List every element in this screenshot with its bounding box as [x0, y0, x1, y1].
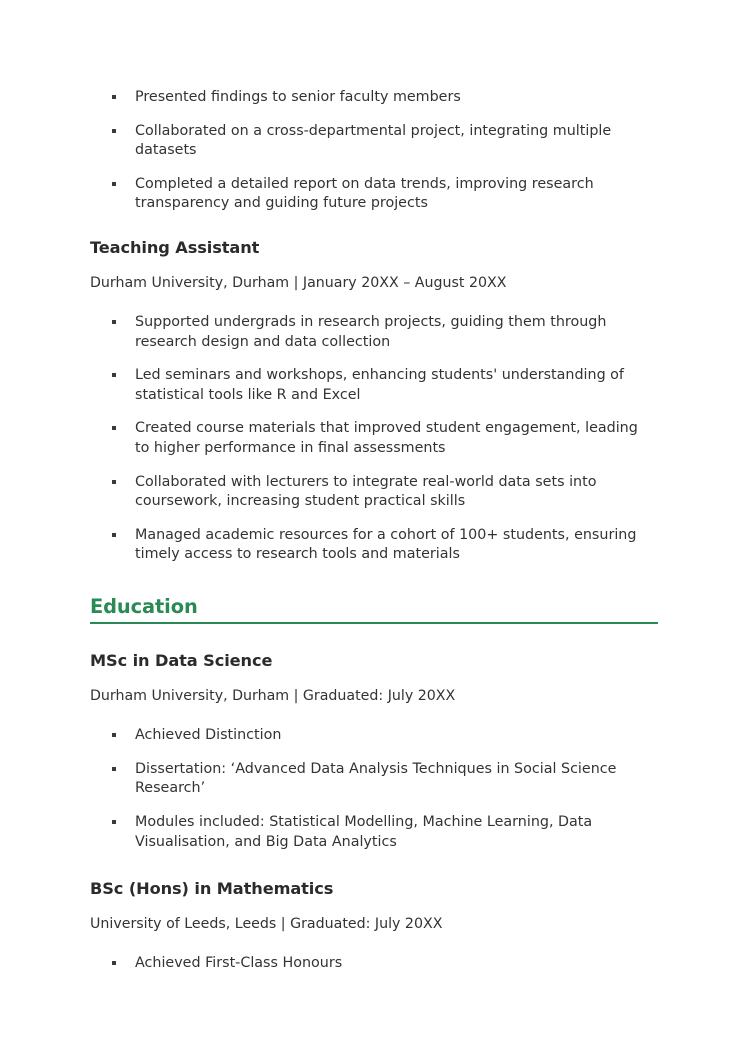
list-item — [90, 526, 648, 565]
square-bullet-icon — [112, 961, 116, 965]
spacer — [90, 934, 648, 954]
list-item — [90, 88, 648, 108]
entry-meta-teaching-assistant: Durham University, Durham | January 20XX – August 20XX — [90, 274, 507, 291]
square-bullet-icon — [112, 182, 116, 186]
list-item-text: Supported undergrads in research projects, guiding them through research design and data collection — [135, 313, 607, 350]
list-item-text: Completed a detailed report on data trends, improving research transparency and guiding future projects — [135, 175, 594, 212]
list-item — [90, 313, 648, 352]
list-item-text: Created course materials that improved student engagement, leading to higher performance in final assessments — [135, 420, 638, 456]
resume-content — [90, 88, 648, 974]
list-item-text: Achieved First-Class Honours — [135, 955, 343, 972]
list-item-text: Achieved Distinction — [135, 727, 282, 744]
entry-meta-msc: Durham University, Durham | Graduated: July 20XX — [90, 688, 456, 705]
list-item — [90, 760, 648, 799]
spacer — [90, 257, 648, 274]
list-item-text: Modules included: Statistical Modelling, Machine Learning, Data Visualisation, and Big Data Analytics — [135, 814, 593, 850]
section-header-education — [90, 595, 648, 624]
spacer — [90, 670, 648, 687]
list-item — [90, 419, 648, 458]
list-item-text: Dissertation: ‘Advanced Data Analysis Techniques in Social Science Research’ — [135, 760, 617, 797]
list-item-text: Managed academic resources for a cohort of 100+ students, ensuring timely access to research tools and materials — [135, 526, 637, 563]
square-bullet-icon — [112, 320, 116, 324]
square-bullet-icon — [112, 480, 116, 484]
entry-title-bsc: BSc (Hons) in Mathematics — [90, 879, 334, 899]
list-item-text: Collaborated with lecturers to integrate real-world data sets into coursework, increasing student practical skills — [135, 473, 597, 510]
list-item-text: Collaborated on a cross-departmental project, integrating multiple datasets — [135, 122, 612, 159]
list-item-text: Presented findings to senior faculty members — [135, 89, 461, 105]
section-title-text: Education — [90, 594, 198, 618]
spacer — [90, 214, 648, 238]
square-bullet-icon — [112, 373, 116, 377]
list-item — [90, 473, 648, 512]
square-bullet-icon — [112, 820, 116, 824]
list-item — [90, 175, 648, 214]
square-bullet-icon — [112, 767, 116, 771]
spacer — [90, 852, 648, 879]
experience-continued-bullet-list — [90, 88, 648, 214]
square-bullet-icon — [112, 733, 116, 737]
msc-bullet-list — [90, 726, 648, 852]
teaching-assistant-bullet-list — [90, 313, 648, 565]
spacer — [90, 898, 648, 915]
square-bullet-icon — [112, 129, 116, 133]
entry-meta-bsc: University of Leeds, Leeds | Graduated: July 20XX — [90, 916, 443, 933]
list-item-text: Led seminars and workshops, enhancing students' understanding of statistical tools like R and Excel — [135, 367, 624, 403]
square-bullet-icon — [112, 95, 116, 99]
entry-title-msc: MSc in Data Science — [90, 651, 273, 671]
spacer — [90, 565, 648, 595]
bsc-bullet-list — [90, 954, 648, 974]
entry-title-teaching-assistant: Teaching Assistant — [90, 237, 260, 257]
list-item — [90, 726, 648, 746]
spacer — [90, 706, 648, 726]
square-bullet-icon — [112, 426, 116, 430]
spacer — [90, 293, 648, 313]
list-item — [90, 813, 648, 852]
list-item — [90, 366, 648, 405]
square-bullet-icon — [112, 533, 116, 537]
spacer — [90, 624, 648, 651]
list-item — [90, 122, 648, 161]
list-item — [90, 954, 648, 974]
